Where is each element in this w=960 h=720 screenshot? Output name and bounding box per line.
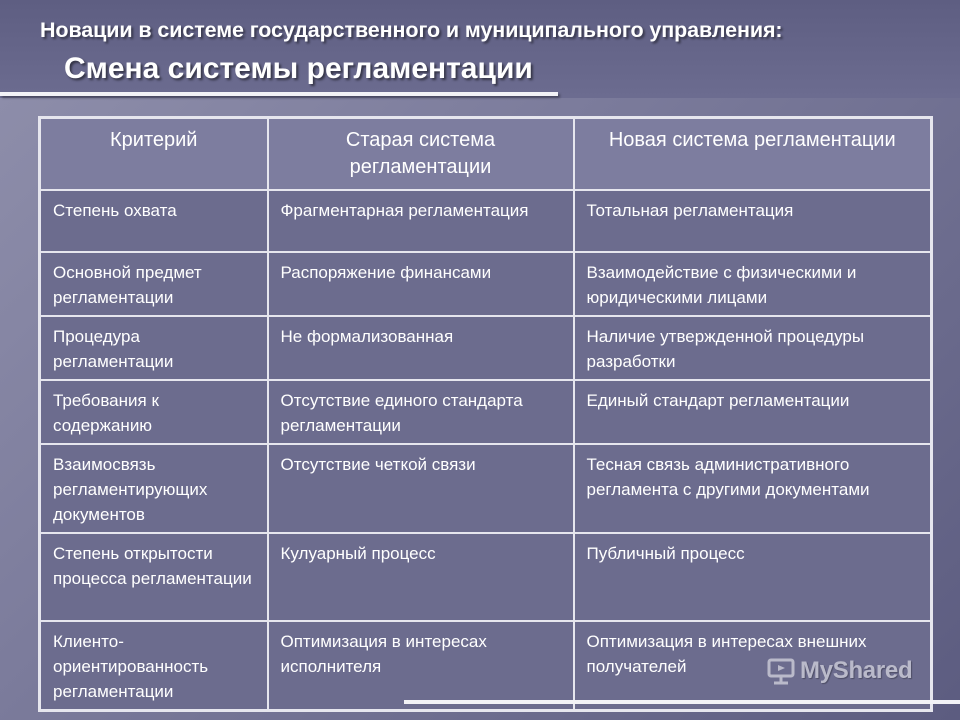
table-row <box>40 190 932 252</box>
column-header-criterion: Критерий <box>40 118 268 191</box>
old-system-cell: Фрагментарная регламентация <box>268 190 574 252</box>
new-system-cell: Взаимодействие с физическими и юридическими лицами <box>574 252 932 316</box>
comparison-table <box>38 116 933 712</box>
criterion-cell: Требования к содержанию <box>40 380 268 444</box>
new-system-cell: Единый стандарт регламентации <box>574 380 932 444</box>
bottom-decorative-line <box>404 700 960 704</box>
column-header-old-system: Старая система регламентации <box>268 118 574 191</box>
old-system-cell: Не формализованная <box>268 316 574 380</box>
presentation-icon <box>766 656 796 686</box>
slide-subtitle: Новации в системе государственного и муниципального управления: <box>40 18 783 42</box>
criterion-cell: Степень охвата <box>40 190 268 252</box>
new-system-cell: Тесная связь административного регламента с другими документами <box>574 444 932 533</box>
new-system-cell: Оптимизация в интересах внешних получателей <box>574 621 932 711</box>
criterion-cell: Взаимосвязь регламентирующих документов <box>40 444 268 533</box>
criterion-cell: Степень открытости процесса регламентации <box>40 533 268 621</box>
old-system-cell: Кулуарный процесс <box>268 533 574 621</box>
table-header-row <box>40 118 932 191</box>
new-system-cell: Публичный процесс <box>574 533 932 621</box>
criterion-cell: Основной предмет регламентации <box>40 252 268 316</box>
table-row <box>40 380 932 444</box>
table-row <box>40 444 932 533</box>
table-row <box>40 316 932 380</box>
new-system-cell: Тотальная регламентация <box>574 190 932 252</box>
old-system-cell: Оптимизация в интересах исполнителя <box>268 621 574 711</box>
criterion-cell: Клиенто-ориентированность регламентации <box>40 621 268 711</box>
criterion-cell: Процедура регламентации <box>40 316 268 380</box>
old-system-cell: Отсутствие единого стандарта регламентации <box>268 380 574 444</box>
new-system-cell: Наличие утвержденной процедуры разработки <box>574 316 932 380</box>
table-row <box>40 533 932 621</box>
column-header-new-system: Новая система регламентации <box>574 118 932 191</box>
old-system-cell: Отсутствие четкой связи <box>268 444 574 533</box>
slide-title: Смена системы регламентации <box>64 52 533 85</box>
title-underline <box>0 92 558 96</box>
watermark-text: MyShared <box>800 657 913 684</box>
table-row <box>40 252 932 316</box>
watermark <box>766 656 912 686</box>
old-system-cell: Распоряжение финансами <box>268 252 574 316</box>
